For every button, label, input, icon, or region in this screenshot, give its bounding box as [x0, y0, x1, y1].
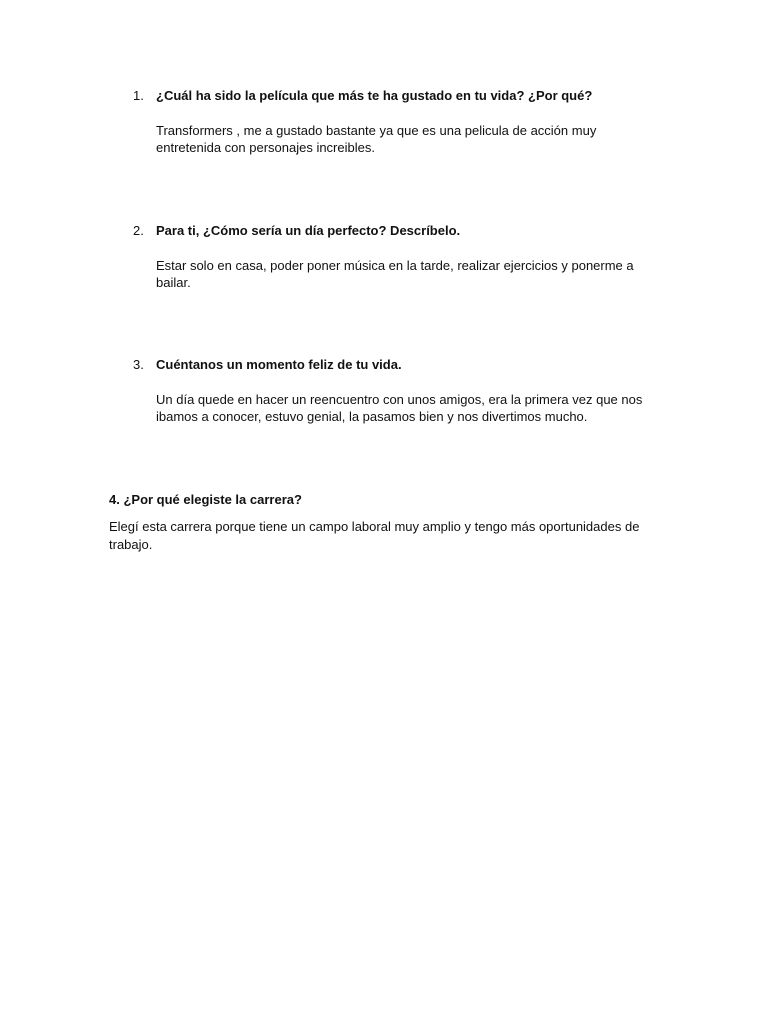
question-number: 3.	[133, 357, 144, 372]
question-row	[133, 87, 653, 104]
question-number: 1.	[133, 88, 144, 103]
answer-text: Transformers , me a gustado bastante ya que es una pelicula de acción muy entretenida con personajes increibles.	[156, 123, 597, 155]
answer-text: Estar solo en casa, poder poner música en la tarde, realizar ejercicios y ponerme a bailar.	[156, 258, 634, 290]
answer-text: Elegí esta carrera porque tiene un campo laboral muy amplio y tengo más oportunidades de trabajo.	[109, 519, 640, 552]
question-text: Cuéntanos un momento feliz de tu vida.	[156, 357, 402, 372]
question-item-1	[133, 87, 653, 156]
question-item-4	[109, 491, 654, 554]
question-row	[133, 222, 653, 239]
question-text: 4. ¿Por qué elegiste la carrera?	[109, 492, 302, 507]
question-row	[133, 356, 653, 373]
question-item-2	[133, 222, 653, 291]
question-number: 2.	[133, 223, 144, 238]
question-item-3	[133, 356, 653, 425]
question-text: ¿Cuál ha sido la película que más te ha gustado en tu vida? ¿Por qué?	[156, 88, 593, 103]
question-text: Para ti, ¿Cómo sería un día perfecto? Descríbelo.	[156, 223, 461, 238]
answer-text: Un día quede en hacer un reencuentro con unos amigos, era la primera vez que nos ibamos a conocer, estuvo genial, la pasamos bien y nos divertimos mucho.	[156, 392, 643, 424]
